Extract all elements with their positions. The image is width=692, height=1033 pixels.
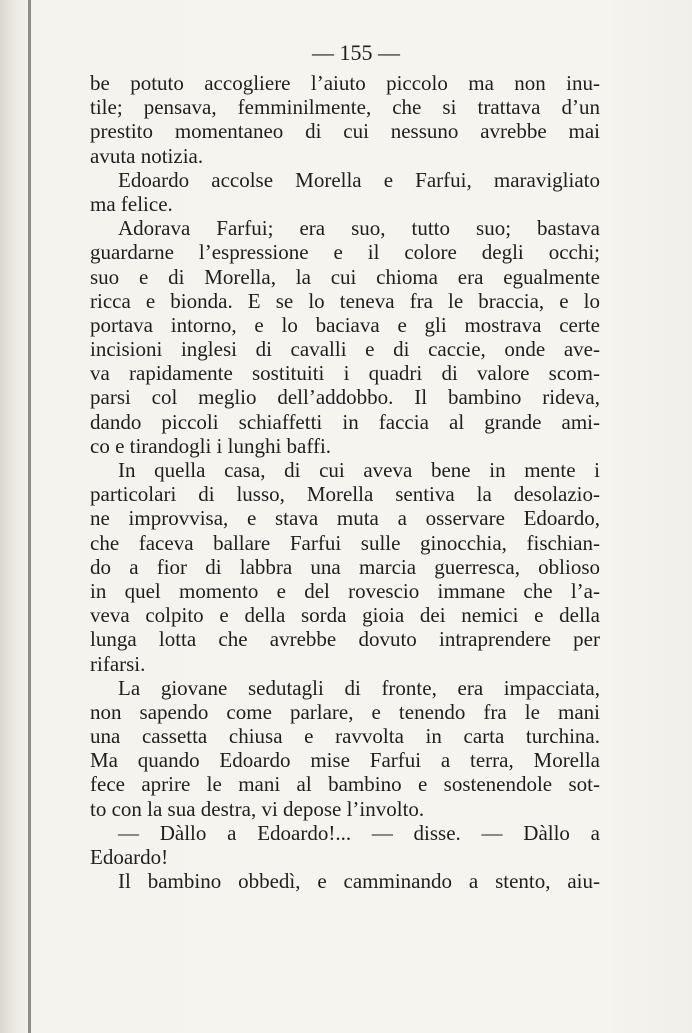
text-line: rifarsi. xyxy=(90,651,146,676)
text-line: tile; pensava, femminilmente, che si trattava d’un xyxy=(90,95,600,120)
text-line: Adorava Farfui; era suo, tutto suo; bastava xyxy=(118,216,600,241)
text-line: fece aprire le mani al bambino e sostenendole sot- xyxy=(90,772,600,797)
text-line: una cassetta chiusa e ravvolta in carta turchina. xyxy=(90,724,600,749)
text-line: co e tirandogli i lunghi baffi. xyxy=(90,433,332,458)
text-line: suo e di Morella, la cui chioma era egualmente xyxy=(90,264,600,289)
text-line: ricca e bionda. E se lo teneva fra le braccia, e lo xyxy=(90,288,600,313)
text-line: be potuto accogliere l’aiuto piccolo ma non inu- xyxy=(90,71,600,95)
text-line: lunga lotta che avrebbe dovuto intraprendere per xyxy=(90,627,600,652)
text-line: che faceva ballare Farfui sulle ginocchia, fischian- xyxy=(90,530,600,555)
paragraph xyxy=(90,216,600,458)
page-number: — 155 — xyxy=(312,40,400,65)
paragraph xyxy=(90,676,600,821)
paragraph xyxy=(90,821,600,869)
paragraph xyxy=(90,168,600,216)
text-line: prestito momentaneo di cui nessuno avrebbe mai xyxy=(90,119,600,144)
text-line: non sapendo come parlare, e tenendo fra le mani xyxy=(90,699,600,724)
text-line: portava intorno, e lo baciava e gli mostrava certe xyxy=(90,312,600,337)
binding-gutter xyxy=(28,0,31,1033)
text-line: guardarne l’espressione e il colore degli occhi; xyxy=(90,240,600,265)
text-line: parsi col meglio dell’addobbo. Il bambino rideva, xyxy=(90,385,600,410)
text-line: veva colpito e della sorda gioia dei nemici e della xyxy=(90,603,600,628)
text-line: ne improvvisa, e stava muta a osservare Edoardo, xyxy=(90,506,600,531)
text-line: va rapidamente sostituiti i quadri di valore scom- xyxy=(90,361,600,386)
text-line: avuta notizia. xyxy=(90,143,204,168)
paragraph xyxy=(90,71,600,168)
text-line: Il bambino obbedì, e camminando a stento, aiu- xyxy=(118,869,600,894)
text-line: dando piccoli schiaffetti in faccia al grande ami- xyxy=(90,409,600,434)
text-line: Ma quando Edoardo mise Farfui a terra, Morella xyxy=(90,748,600,773)
text-line: do a fior di labbra una marcia guerresca, oblioso xyxy=(90,554,600,579)
text-line: In quella casa, di cui aveva bene in mente i xyxy=(118,458,600,482)
text-line: in quel momento e del rovescio immane che l’a- xyxy=(90,578,600,603)
text-line: La giovane sedutagli di fronte, era impacciata, xyxy=(118,675,600,700)
paragraph xyxy=(90,458,600,676)
text-line: Edoardo accolse Morella e Farfui, maravigliato xyxy=(118,167,600,192)
text-line: Edoardo! xyxy=(90,845,169,869)
text-line: — Dàllo a Edoardo!... — disse. — Dàllo a xyxy=(118,820,600,845)
text-line: to con la sua destra, vi depose l’involto. xyxy=(90,796,425,821)
text-line: ma felice. xyxy=(90,191,173,216)
body-text xyxy=(90,71,600,893)
paragraph xyxy=(90,869,600,893)
text-line: particolari di lusso, Morella sentiva la desolazio- xyxy=(90,482,600,507)
text-line: incisioni inglesi di cavalli e di caccie, onde ave- xyxy=(90,337,600,362)
